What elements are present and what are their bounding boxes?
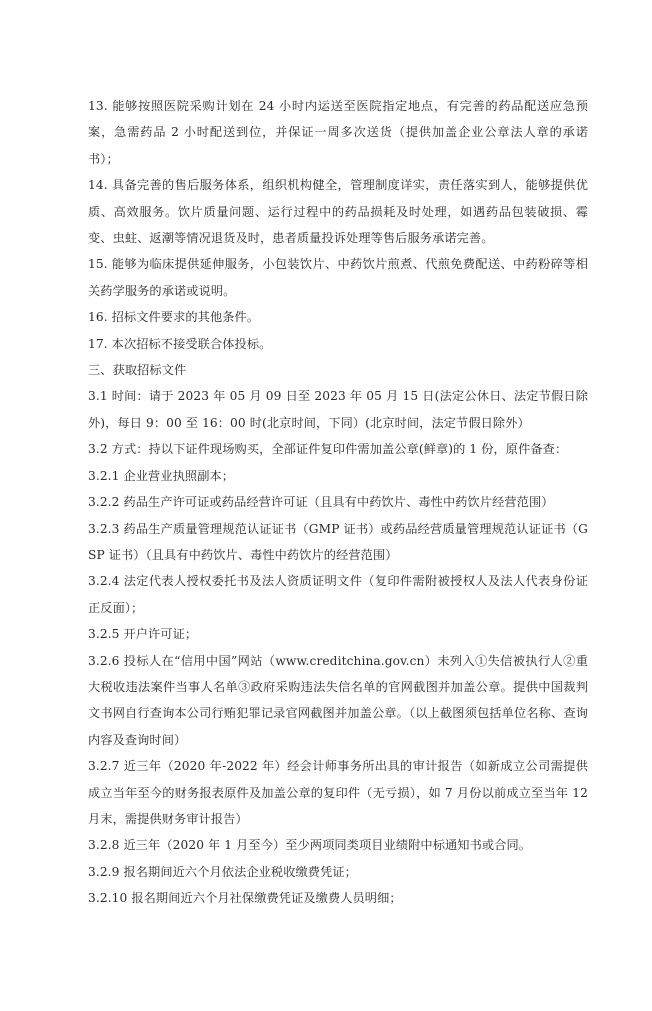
paragraph-3-2-10: 3.2.10 报名期间近六个月社保缴费凭证及缴费人员明细； [88, 891, 402, 906]
paragraph-item-15: 15. 能够为临床提供延伸服务，小包装饮片、中药饮片煎煮、代煎免费配送、中药粉碎等相关药学服务的承诺或说明。 [88, 257, 588, 298]
paragraph-item-17: 17. 本次招标不接受联合体投标。 [88, 336, 272, 351]
paragraph-3-2-method: 3.2 方式：持以下证件现场购买，全部证件复印件需加盖公章(鲜章)的 1 份，原件备查： [88, 442, 568, 457]
paragraph-item-16: 16. 招标文件要求的其他条件。 [88, 310, 260, 325]
paragraph-3-2-3: 3.2.3 药品生产质量管理规范认证证书（GMP 证书）或药品经营质量管理规范认证证书（GSP 证书）（且具有中药饮片、毒性中药饮片的经营范围） [88, 521, 588, 562]
document-body [88, 93, 588, 912]
paragraph-3-2-6: 3.2.6 投标人在“信用中国”网站（www.creditchina.gov.cn）未列入①失信被执行人②重大税收违法案件当事人名单③政府采购违法失信名单的官网截图并加盖公章。提供中国裁判文书网自行查询本公司行贿犯罪记录官网截图并加盖公章。（以上截图须包括单位名称、查询内容及查询时间） [88, 653, 588, 747]
paragraph-3-2-5: 3.2.5 开户许可证； [88, 627, 198, 642]
section-heading: 三、获取招标文件 [88, 363, 187, 378]
paragraph-3-1-time: 3.1 时间：请于 2023 年 05 月 09 日至 2023 年 05 月 15 日(法定公休日、法定节假日除外)，每日 9：00 至 16：00 时(北京时间，下同）(北京时间，法定节假日除外） [88, 389, 588, 430]
paragraph-3-2-4: 3.2.4 法定代表人授权委托书及法人资质证明文件（复印件需附被授权人及法人代表身份证正反面）； [88, 574, 588, 615]
paragraph-3-2-8: 3.2.8 近三年（2020 年 1 月至今）至少两项同类项目业绩附中标通知书或合同。 [88, 838, 532, 853]
paragraph-3-2-7: 3.2.7 近三年（2020 年-2022 年）经会计师事务所出具的审计报告（如新成立公司需提供成立当年至今的财务报表原件及加盖公章的复印件（无亏损），如 7 月份以前成立至当年 12 月末，需提供财务审计报告） [88, 759, 588, 826]
paragraph-3-2-9: 3.2.9 报名期间近六个月依法企业税收缴费凭证； [88, 864, 357, 879]
paragraph-3-2-2: 3.2.2 药品生产许可证或药品经营许可证（且具有中药饮片、毒性中药饮片经营范围） [88, 495, 554, 510]
paragraph-item-14: 14. 具备完善的售后服务体系，组织机构健全，管理制度详实，责任落实到人，能够提供优质、高效服务。饮片质量问题、运行过程中的药品损耗及时处理，如遇药品包装破损、霉变、虫蛀、返潮等情况退货及时，患者质量投诉处理等售后服务承诺完善。 [88, 178, 588, 246]
paragraph-item-13: 13. 能够按照医院采购计划在 24 小时内运送至医院指定地点，有完善的药品配送应急预案，急需药品 2 小时配送到位，并保证一周多次送货（提供加盖企业公章法人章的承诺书）； [88, 99, 588, 166]
paragraph-3-2-1: 3.2.1 企业营业执照副本； [88, 468, 235, 483]
